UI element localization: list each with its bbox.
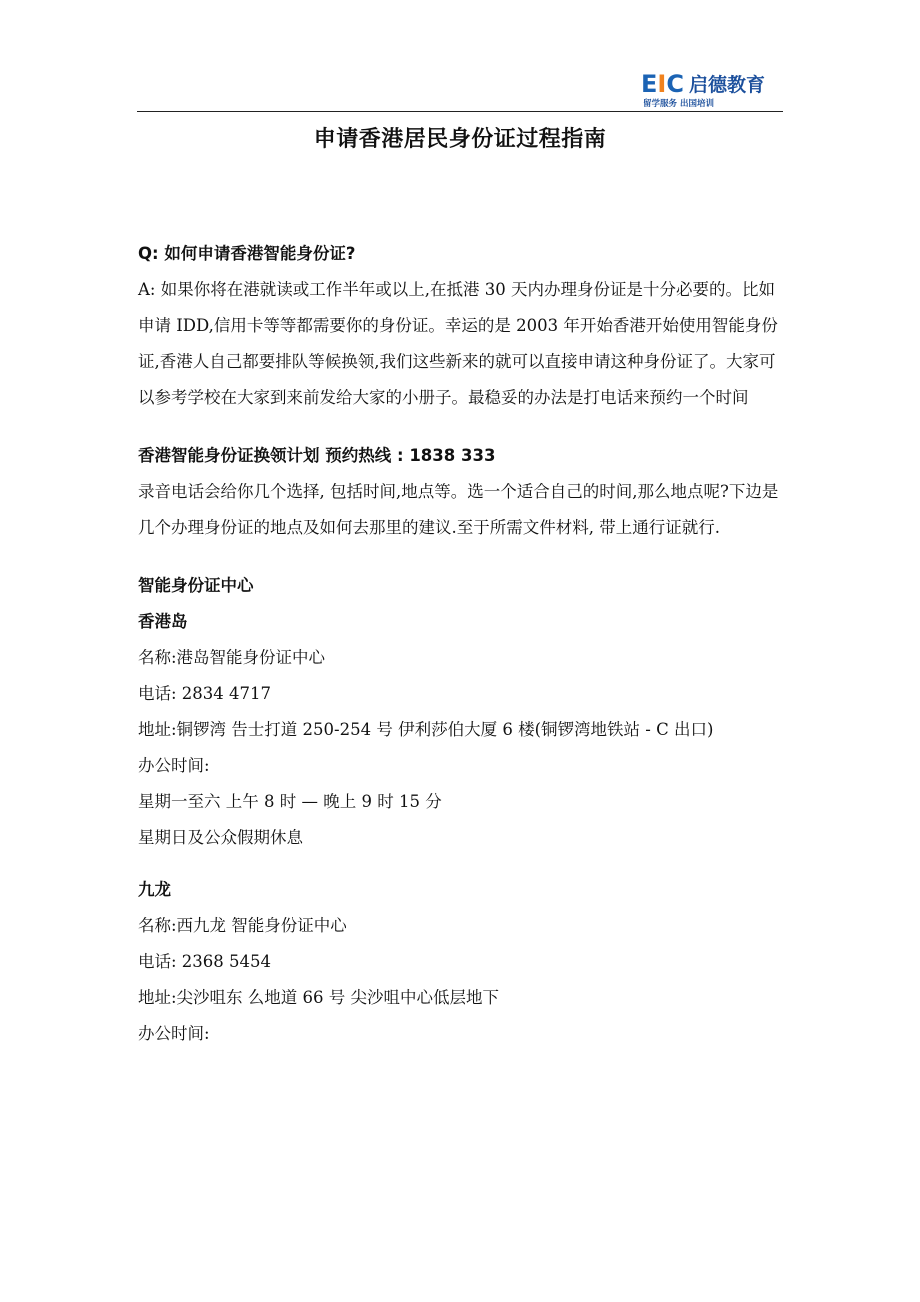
spacer (138, 416, 786, 438)
centre-hours-weekday: 星期一至六 上午 8 时 — 晚上 9 时 15 分 (138, 792, 442, 811)
centre-address: 地址:尖沙咀东 么地道 66 号 尖沙咀中心低层地下 (138, 988, 500, 1007)
centre-phone: 电话: 2834 4717 (138, 684, 272, 703)
centres-heading: 智能身份证中心 (138, 576, 254, 595)
spacer (138, 546, 786, 568)
logo-name: 启德教育 (689, 74, 766, 96)
centre-hours-closed: 星期日及公众假期休息 (138, 828, 303, 847)
centre-hours-label: 办公时间: (138, 756, 210, 775)
eic-logo (639, 68, 779, 108)
centre-phone: 电话: 2368 5454 (138, 952, 272, 971)
hotline-heading: 香港智能身份证换领计划 预约热线 : 1838 333 (138, 446, 496, 465)
document-body (138, 236, 786, 1052)
centre-name: 名称:港岛智能身份证中心 (138, 648, 326, 667)
region-heading-hk-island: 香港岛 (138, 612, 188, 631)
region-heading-kowloon: 九龙 (138, 880, 171, 899)
logo-tagline: 留学服务 出国培训 (643, 99, 714, 108)
eic-logo-graphic (639, 68, 779, 108)
logo-brand: EIC (641, 70, 684, 98)
page-title: 申请香港居民身份证过程指南 (313, 127, 607, 152)
centre-hours-label: 办公时间: (138, 1024, 210, 1043)
centre-name: 名称:西九龙 智能身份证中心 (138, 916, 347, 935)
spacer (138, 856, 786, 872)
header-divider (137, 111, 783, 113)
centre-address: 地址:铜锣湾 告士打道 250-254 号 伊利莎伯大厦 6 楼(铜锣湾地铁站 - C 出口) (138, 720, 714, 739)
hotline-text: 录音电话会给你几个选择, 包括时间,地点等。选一个适合自己的时间,那么地点呢?下边是几个办理身份证的地点及如何去那里的建议.至于所需文件材料, 带上通行证就行. (138, 482, 779, 537)
faq-question: Q: 如何申请香港智能身份证? (138, 244, 356, 263)
page-header (137, 60, 783, 112)
faq-answer: A: 如果你将在港就读或工作半年或以上,在抵港 30 天内办理身份证是十分必要的。比如申请 IDD,信用卡等等都需要你的身份证。幸运的是 2003 年开始香港开始使用智能身份证,香港人自己都要排队等候换领,我们这些新来的就可以直接申请这种身份证了。大家可以参考学校在大家到来前发给大家的小册子。最稳妥的办法是打电话来预约一个时间 (138, 280, 778, 407)
